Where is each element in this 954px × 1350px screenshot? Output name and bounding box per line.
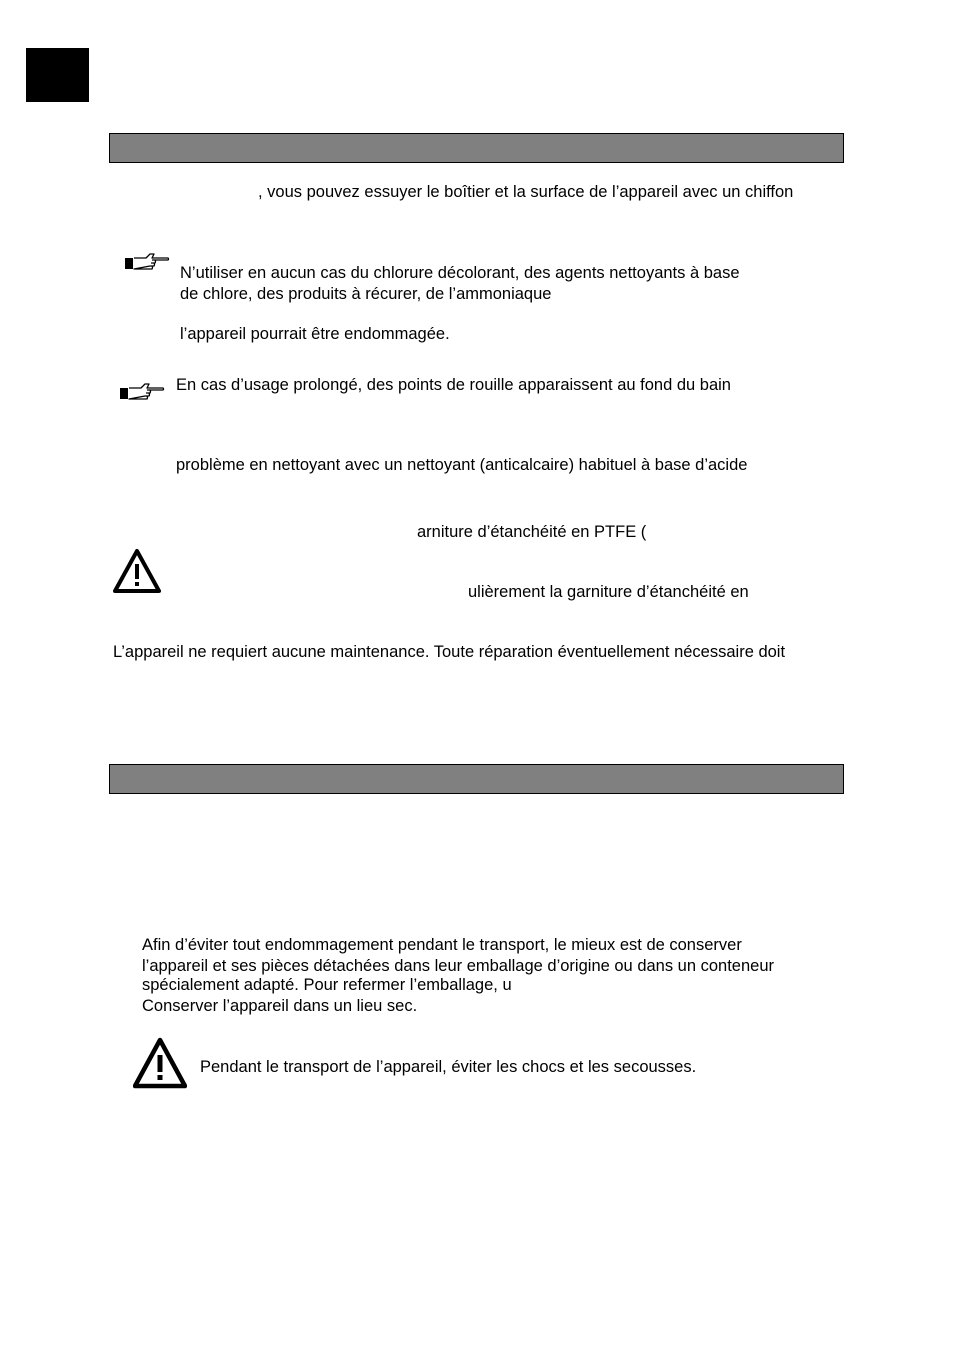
maintenance-text: L’appareil ne requiert aucune maintenance. Toute réparation éventuellement nécessaire doit xyxy=(113,643,786,661)
section-header-cleaning xyxy=(109,133,844,163)
pointing-hand-icon xyxy=(124,251,170,273)
chlorine-note-line2: de chlore, des produits à récurer, de l’ammoniaque xyxy=(180,285,552,303)
chlorine-note-line1: N’utiliser en aucun cas du chlorure décolorant, des agents nettoyants à base xyxy=(180,264,740,282)
chlorine-note-line3: l’appareil pourrait être endommagée. xyxy=(180,325,450,343)
cleaning-intro-text: , vous pouvez essuyer le boîtier et la surface de l’appareil avec un chiffon xyxy=(258,183,794,201)
pointing-hand-icon xyxy=(119,381,165,403)
transport-warning-text: Pendant le transport de l’appareil, éviter les chocs et les secousses. xyxy=(200,1058,697,1076)
ptfe-warning-line1: arniture d’étanchéité en PTFE ( xyxy=(417,523,647,541)
transport-line1: Afin d’éviter tout endommagement pendant le transport, le mieux est de conserver xyxy=(142,936,742,954)
rust-note-line2: problème en nettoyant avec un nettoyant (anticalcaire) habituel à base d’acide xyxy=(176,456,748,474)
transport-line3: spécialement adapté. Pour refermer l’emballage, u xyxy=(142,976,512,994)
warning-triangle-icon xyxy=(133,1037,187,1089)
transport-line2: l’appareil et ses pièces détachées dans leur emballage d’origine ou dans un conteneur xyxy=(142,957,775,975)
section-header-transport xyxy=(109,764,844,794)
page-language-tab xyxy=(26,48,89,102)
ptfe-warning-line2: ulièrement la garniture d’étanchéité en xyxy=(468,583,749,601)
warning-triangle-icon xyxy=(113,548,161,594)
rust-note-line1: En cas d’usage prolongé, des points de rouille apparaissent au fond du bain xyxy=(176,376,731,394)
transport-line4: Conserver l’appareil dans un lieu sec. xyxy=(142,997,418,1015)
